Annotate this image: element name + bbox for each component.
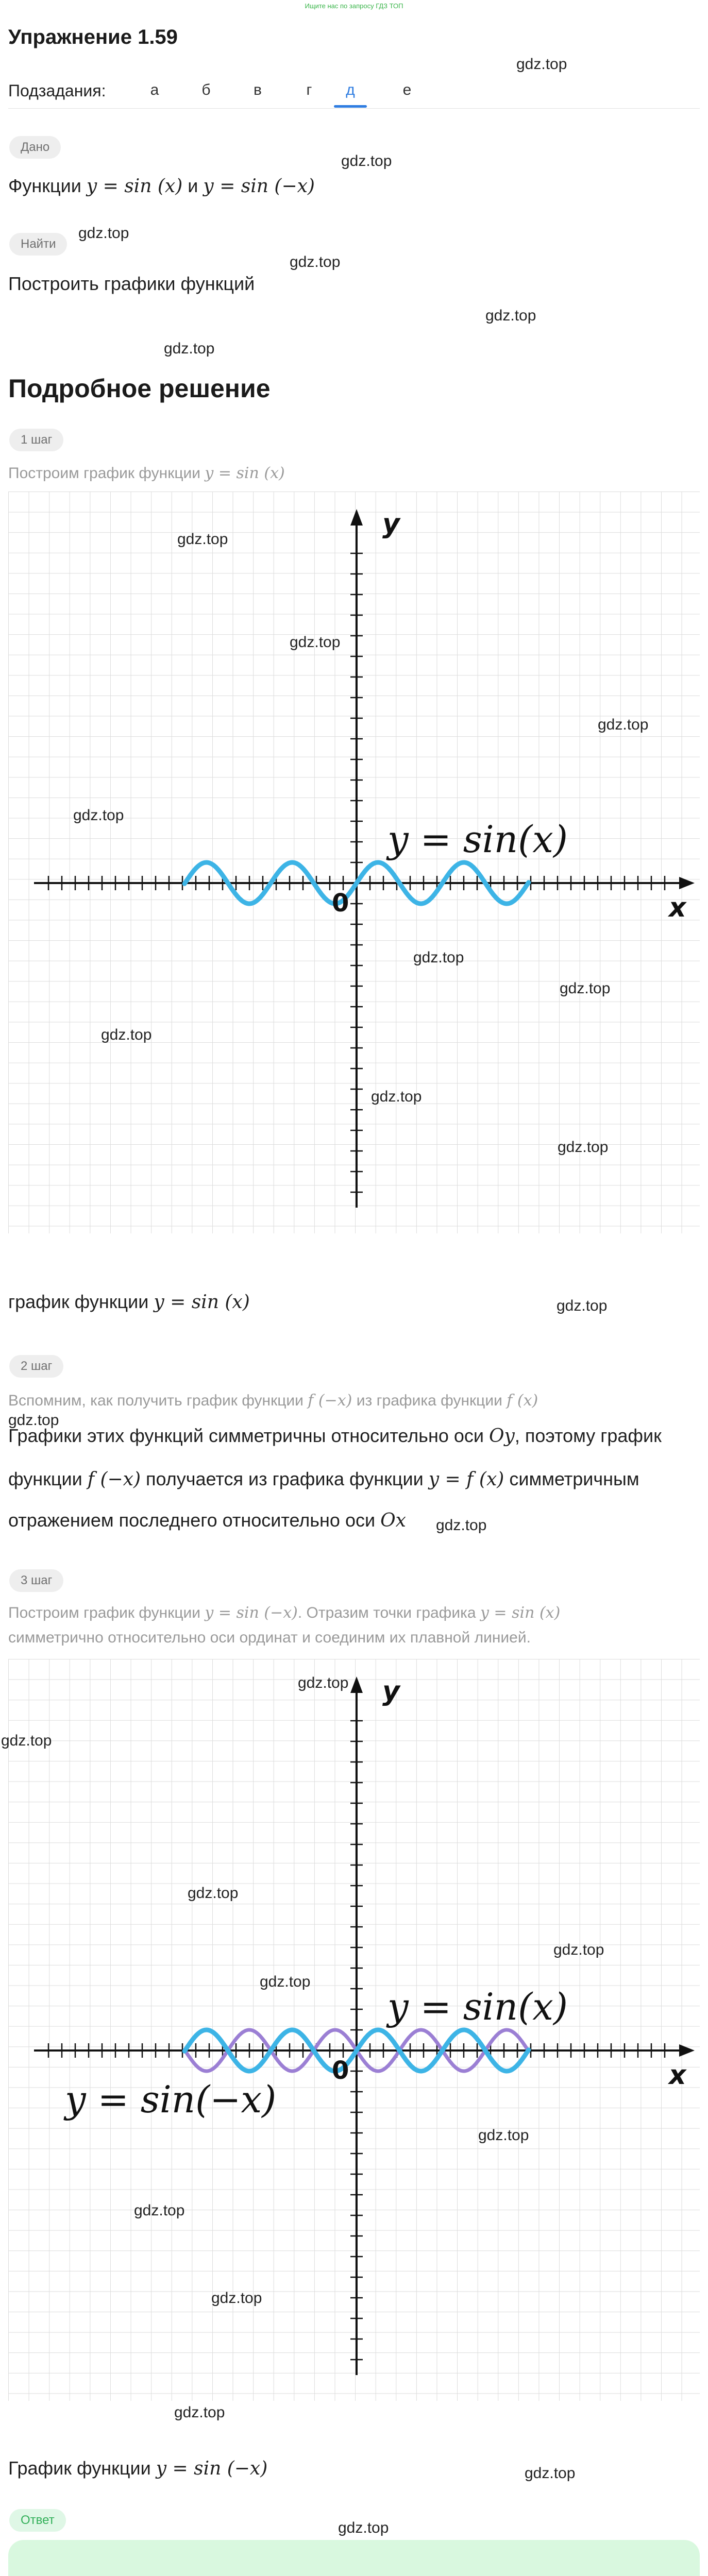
watermark: gdz.top	[371, 1088, 422, 1105]
watermark: gdz.top	[101, 1026, 152, 1043]
step-2-label: 2 шаг	[9, 1355, 63, 1378]
given-label: Дано	[9, 136, 61, 159]
step-2-muted-prefix: Вспомним, как получить график функции	[8, 1392, 304, 1409]
watermark: gdz.top	[436, 1517, 487, 1534]
watermark: gdz.top	[558, 1139, 609, 1156]
subtask-tab-e[interactable]: е	[402, 81, 412, 98]
step-1-intro-formula: y = sin (x)	[205, 464, 285, 482]
x-axis-label: x	[669, 892, 686, 923]
step-3-line-1-mid: . Отразим точки графика	[297, 1604, 476, 1621]
step-2-line-3-formula: Ox	[380, 1510, 406, 1531]
watermark: gdz.top	[341, 152, 392, 170]
step-3-line-1	[8, 1600, 700, 1626]
subtasks-label: Подзадания:	[8, 81, 106, 100]
step-2-line-2-suffix: симметричным	[509, 1468, 639, 1489]
watermark: gdz.top	[177, 531, 228, 548]
origin-label: 0	[332, 2056, 349, 2085]
given-and: и	[188, 175, 198, 196]
subtask-tab-d-active[interactable]: д	[346, 81, 355, 98]
x-axis-arrow	[679, 2044, 695, 2057]
given-formula-2: y = sin (−x)	[203, 176, 315, 197]
step-1-caption	[8, 1286, 250, 1318]
subtask-tab-a[interactable]: а	[150, 81, 159, 98]
watermark: gdz.top	[134, 2202, 185, 2219]
top-notice: Ищите нас по запросу ГДЗ ТОП	[305, 2, 403, 10]
sin-neg-x-label: y = sin(−x)	[65, 2078, 277, 2121]
watermark: gdz.top	[413, 949, 464, 966]
step-2-line-2-mid: получается из графика функции	[146, 1468, 424, 1489]
step-2-line-2-f2: y = f (x)	[428, 1469, 504, 1490]
graph-1-svg	[8, 492, 700, 1233]
step-1-caption-formula: y = sin (x)	[154, 1292, 250, 1313]
x-axis-arrow	[679, 877, 695, 889]
find-text: Построить графики функций	[8, 273, 255, 294]
watermark: gdz.top	[260, 1973, 311, 1990]
graph-2-svg	[8, 1659, 700, 2401]
watermark: gdz.top	[478, 2127, 529, 2144]
watermark: gdz.top	[1, 1732, 52, 1749]
step-2-line-1-prefix: Графики этих функций симметричны относительно оси	[8, 1425, 484, 1446]
sin-x-label: y = sin(x)	[387, 1985, 568, 2028]
watermark: gdz.top	[78, 225, 129, 242]
step-3-line-2: симметрично относительно оси ординат и соединим их плавной линией.	[8, 1629, 531, 1646]
watermark: gdz.top	[525, 2465, 576, 2482]
step-3-line-1-formula2: y = sin (x)	[480, 1604, 561, 1622]
watermark: gdz.top	[174, 2404, 225, 2421]
step-1-intro	[8, 461, 285, 486]
sin-x-label: y = sin(x)	[387, 818, 568, 861]
given-prefix: Функции	[8, 175, 81, 196]
step-1-label: 1 шаг	[9, 429, 63, 451]
watermark: gdz.top	[485, 307, 536, 324]
watermark: gdz.top	[598, 716, 649, 733]
step-2-line-2-f1: f (−x)	[87, 1469, 141, 1490]
step-2-line-1-formula: Oy	[489, 1426, 515, 1447]
watermark: gdz.top	[188, 1885, 239, 1902]
watermark: gdz.top	[560, 980, 611, 997]
step-2-line-3-prefix: отражением последнего относительно оси	[8, 1510, 376, 1531]
given-text	[8, 170, 315, 202]
step-2-muted-mid: из графика функции	[356, 1392, 502, 1409]
step-2-muted-f2: f (x)	[507, 1392, 538, 1410]
watermark: gdz.top	[164, 340, 215, 357]
watermark: gdz.top	[8, 1412, 59, 1429]
given-formula-1: y = sin (x)	[86, 176, 183, 197]
step-2-muted-f1: f (−x)	[308, 1392, 352, 1410]
step-3-caption-formula: y = sin (−x)	[156, 2458, 268, 2479]
graph-2	[8, 1659, 700, 2401]
answer-label: Ответ	[9, 2509, 66, 2532]
tabs-divider	[8, 108, 700, 109]
solution-title: Подробное решение	[8, 374, 271, 403]
watermark: gdz.top	[211, 2290, 262, 2307]
watermark: gdz.top	[298, 1674, 349, 1691]
y-axis-label: y	[382, 509, 400, 539]
watermark: gdz.top	[338, 2519, 389, 2536]
subtask-tab-b[interactable]: б	[201, 81, 211, 98]
active-tab-underline	[334, 105, 367, 108]
watermark: gdz.top	[553, 1941, 604, 1958]
step-1-caption-prefix: график функции	[8, 1291, 149, 1312]
answer-box	[8, 2540, 700, 2576]
step-3-caption-prefix: График функции	[8, 2458, 151, 2479]
y-axis-arrow	[350, 1676, 363, 1693]
watermark: gdz.top	[516, 56, 567, 73]
step-2-line-1	[8, 1420, 700, 1452]
graph-1	[8, 492, 700, 1233]
step-3-line-1-formula: y = sin (−x)	[205, 1604, 298, 1622]
step-3-caption	[8, 2452, 267, 2485]
step-1-intro-prefix: Построим график функции	[8, 465, 201, 482]
y-axis-arrow	[350, 509, 363, 526]
step-2-line-1-suffix: , поэтому график	[514, 1425, 662, 1446]
watermark: gdz.top	[73, 807, 124, 824]
step-2-line-2-prefix: функции	[8, 1468, 82, 1489]
subtask-tab-v[interactable]: в	[254, 81, 262, 98]
step-2-line-3	[8, 1504, 406, 1537]
exercise-title: Упражнение 1.59	[8, 26, 178, 48]
watermark: gdz.top	[557, 1297, 608, 1314]
subtask-tab-g[interactable]: г	[306, 81, 312, 98]
step-3-line-1-prefix: Построим график функции	[8, 1604, 201, 1621]
step-2-line-2	[8, 1463, 700, 1496]
y-axis-label: y	[382, 1676, 400, 1707]
origin-label: 0	[332, 889, 349, 918]
watermark: gdz.top	[290, 253, 341, 270]
x-axis-label: x	[669, 2060, 686, 2091]
step-3-label: 3 шаг	[9, 1569, 63, 1592]
step-2-muted	[8, 1388, 538, 1414]
watermark: gdz.top	[290, 634, 341, 651]
find-label: Найти	[9, 233, 67, 256]
